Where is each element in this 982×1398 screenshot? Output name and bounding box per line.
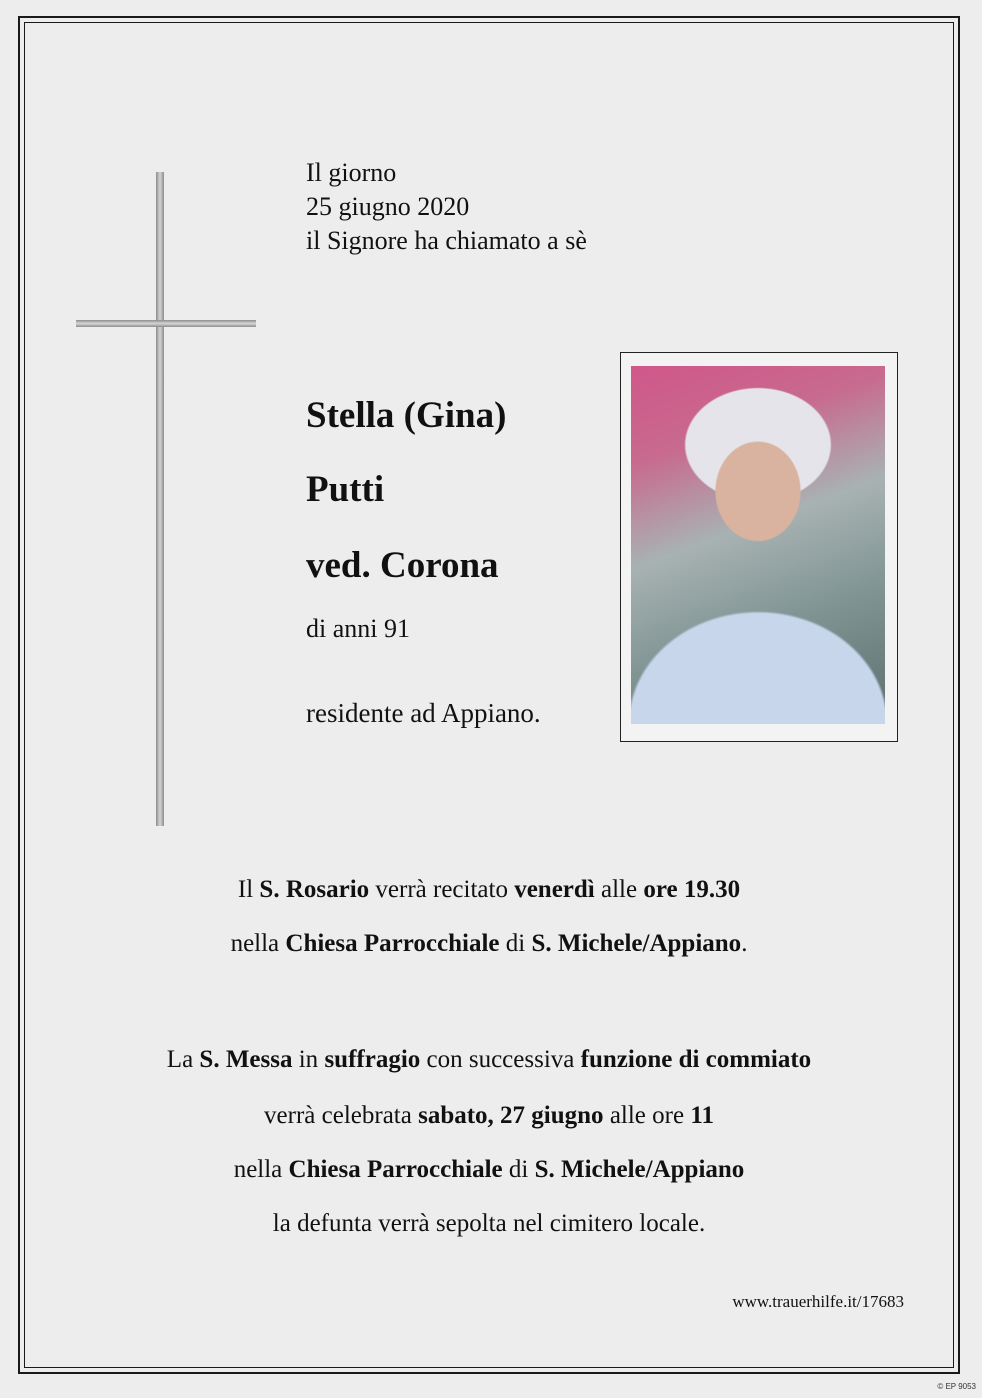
text: alle ore	[603, 1102, 691, 1129]
emphasis: suffragio	[324, 1046, 421, 1073]
rosary-line-1	[24, 876, 954, 904]
text: Il	[237, 876, 260, 903]
print-code: © EP 9053	[937, 1382, 976, 1391]
mass-line-3	[24, 1156, 954, 1184]
deceased-residence: residente ad Appiano.	[306, 698, 541, 728]
mass-line-2	[24, 1102, 954, 1130]
intro-line: Il giorno	[306, 158, 397, 187]
website-link[interactable]: www.trauerhilfe.it/17683	[732, 1292, 904, 1311]
cross-icon-horizontal	[76, 320, 256, 327]
emphasis: S. Michele/Appiano	[534, 1156, 745, 1183]
deceased-age: di anni 91	[306, 614, 410, 643]
emphasis: S. Rosario	[259, 876, 370, 903]
text: nella	[233, 1156, 289, 1183]
intro-text	[306, 156, 587, 258]
deceased-surname: Putti	[306, 469, 385, 510]
text: alle	[594, 876, 644, 903]
intro-line: il Signore ha chiamato a sè	[306, 226, 587, 255]
emphasis: funzione di commiato	[580, 1046, 812, 1073]
emphasis: S. Messa	[199, 1046, 293, 1073]
rosary-line-2	[24, 930, 954, 958]
emphasis: Chiesa Parrocchiale	[288, 1156, 503, 1183]
portrait-photo	[631, 366, 885, 724]
text: verrà celebrata	[264, 1102, 419, 1129]
text: con successiva	[420, 1046, 581, 1073]
burial-line: la defunta verrà sepolta nel cimitero locale.	[272, 1210, 706, 1237]
emphasis: sabato, 27 giugno	[418, 1102, 604, 1129]
emphasis: 11	[690, 1102, 714, 1129]
text: La	[166, 1046, 200, 1073]
text: .	[741, 930, 748, 957]
text: di	[499, 930, 532, 957]
mass-line-1	[24, 1046, 954, 1074]
text: in	[292, 1046, 325, 1073]
emphasis: Chiesa Parrocchiale	[285, 930, 500, 957]
text: nella	[230, 930, 286, 957]
text: di	[502, 1156, 535, 1183]
deceased-first-name: Stella (Gina)	[306, 395, 507, 436]
death-date: 25 giugno 2020	[306, 192, 470, 221]
emphasis: S. Michele/Appiano	[531, 930, 742, 957]
emphasis: ore 19.30	[643, 876, 741, 903]
cross-icon-vertical	[156, 172, 164, 826]
deceased-married-name: ved. Corona	[306, 545, 499, 586]
text: verrà recitato	[369, 876, 515, 903]
emphasis: venerdì	[514, 876, 595, 903]
